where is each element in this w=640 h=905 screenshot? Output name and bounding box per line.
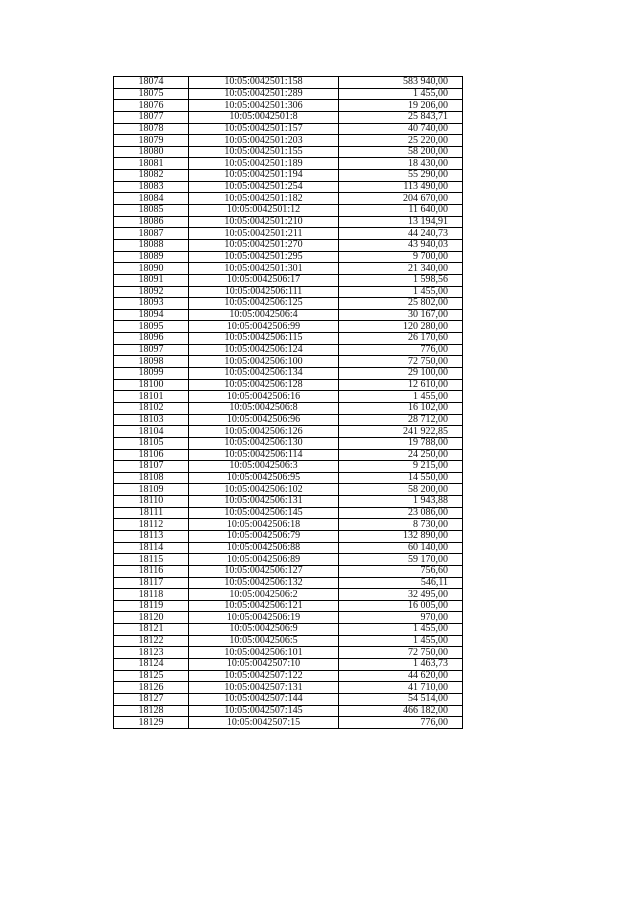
amount-cell: 1 455,00 xyxy=(339,286,463,298)
table-row xyxy=(114,100,463,112)
row-number-cell: 18086 xyxy=(114,216,189,228)
cadastral-number-cell: 10:05:0042501:12 xyxy=(189,205,339,217)
amount-cell: 43 940,03 xyxy=(339,239,463,251)
row-number-cell: 18120 xyxy=(114,612,189,624)
cadastral-number-cell: 10:05:0042501:295 xyxy=(189,251,339,263)
row-number-cell: 18074 xyxy=(114,77,189,89)
row-number-cell: 18116 xyxy=(114,565,189,577)
row-number-cell: 18085 xyxy=(114,205,189,217)
table-row xyxy=(114,496,463,508)
table-row xyxy=(114,309,463,321)
row-number-cell: 18088 xyxy=(114,239,189,251)
table-row xyxy=(114,170,463,182)
row-number-cell: 18078 xyxy=(114,123,189,135)
row-number-cell: 18129 xyxy=(114,717,189,729)
amount-cell: 756,60 xyxy=(339,565,463,577)
cadastral-number-cell: 10:05:0042501:182 xyxy=(189,193,339,205)
amount-cell: 25 802,00 xyxy=(339,298,463,310)
cadastral-number-cell: 10:05:0042506:130 xyxy=(189,437,339,449)
table-row xyxy=(114,286,463,298)
cadastral-number-cell: 10:05:0042506:4 xyxy=(189,309,339,321)
amount-cell: 14 550,00 xyxy=(339,472,463,484)
cadastral-number-cell: 10:05:0042501:194 xyxy=(189,170,339,182)
amount-cell: 29 100,00 xyxy=(339,368,463,380)
row-number-cell: 18082 xyxy=(114,170,189,182)
cadastral-number-cell: 10:05:0042506:2 xyxy=(189,589,339,601)
amount-cell: 1 598,56 xyxy=(339,274,463,286)
table-row xyxy=(114,135,463,147)
table-row xyxy=(114,146,463,158)
table-row xyxy=(114,402,463,414)
amount-cell: 54 514,00 xyxy=(339,693,463,705)
amount-cell: 776,00 xyxy=(339,344,463,356)
table-row xyxy=(114,554,463,566)
cadastral-number-cell: 10:05:0042506:3 xyxy=(189,461,339,473)
row-number-cell: 18101 xyxy=(114,391,189,403)
cadastral-number-cell: 10:05:0042501:211 xyxy=(189,228,339,240)
amount-cell: 32 495,00 xyxy=(339,589,463,601)
amount-cell: 28 712,00 xyxy=(339,414,463,426)
cadastral-number-cell: 10:05:0042506:19 xyxy=(189,612,339,624)
amount-cell: 1 943,88 xyxy=(339,496,463,508)
table-row xyxy=(114,647,463,659)
table-row xyxy=(114,612,463,624)
row-number-cell: 18092 xyxy=(114,286,189,298)
amount-cell: 19 206,00 xyxy=(339,100,463,112)
table-row xyxy=(114,216,463,228)
table-row xyxy=(114,274,463,286)
amount-cell: 25 220,00 xyxy=(339,135,463,147)
row-number-cell: 18096 xyxy=(114,333,189,345)
row-number-cell: 18122 xyxy=(114,635,189,647)
cadastral-number-cell: 10:05:0042506:79 xyxy=(189,530,339,542)
cadastral-number-cell: 10:05:0042506:99 xyxy=(189,321,339,333)
row-number-cell: 18093 xyxy=(114,298,189,310)
table-row xyxy=(114,321,463,333)
cadastral-number-cell: 10:05:0042506:125 xyxy=(189,298,339,310)
row-number-cell: 18125 xyxy=(114,670,189,682)
table-row xyxy=(114,333,463,345)
row-number-cell: 18108 xyxy=(114,472,189,484)
cadastral-number-cell: 10:05:0042506:101 xyxy=(189,647,339,659)
amount-cell: 72 750,00 xyxy=(339,647,463,659)
cadastral-number-cell: 10:05:0042501:158 xyxy=(189,77,339,89)
amount-cell: 241 922,85 xyxy=(339,426,463,438)
amount-cell: 1 463,73 xyxy=(339,659,463,671)
amount-cell: 8 730,00 xyxy=(339,519,463,531)
row-number-cell: 18080 xyxy=(114,146,189,158)
row-number-cell: 18099 xyxy=(114,368,189,380)
row-number-cell: 18081 xyxy=(114,158,189,170)
table-row xyxy=(114,530,463,542)
row-number-cell: 18114 xyxy=(114,542,189,554)
cadastral-number-cell: 10:05:0042506:128 xyxy=(189,379,339,391)
cadastral-number-cell: 10:05:0042506:134 xyxy=(189,368,339,380)
cadastral-number-cell: 10:05:0042506:9 xyxy=(189,624,339,636)
amount-cell: 58 200,00 xyxy=(339,146,463,158)
amount-cell: 30 167,00 xyxy=(339,309,463,321)
table-row xyxy=(114,181,463,193)
amount-cell: 21 340,00 xyxy=(339,263,463,275)
cadastral-number-cell: 10:05:0042506:88 xyxy=(189,542,339,554)
row-number-cell: 18124 xyxy=(114,659,189,671)
table-row xyxy=(114,391,463,403)
cadastral-number-cell: 10:05:0042506:5 xyxy=(189,635,339,647)
row-number-cell: 18110 xyxy=(114,496,189,508)
table-row xyxy=(114,77,463,89)
amount-cell: 41 710,00 xyxy=(339,682,463,694)
amount-cell: 9 215,00 xyxy=(339,461,463,473)
table-row xyxy=(114,437,463,449)
amount-cell: 72 750,00 xyxy=(339,356,463,368)
table-row xyxy=(114,693,463,705)
amount-cell: 970,00 xyxy=(339,612,463,624)
row-number-cell: 18113 xyxy=(114,530,189,542)
cadastral-number-cell: 10:05:0042501:270 xyxy=(189,239,339,251)
table-row xyxy=(114,624,463,636)
row-number-cell: 18118 xyxy=(114,589,189,601)
table-row xyxy=(114,542,463,554)
row-number-cell: 18091 xyxy=(114,274,189,286)
amount-cell: 23 086,00 xyxy=(339,507,463,519)
table-row xyxy=(114,251,463,263)
row-number-cell: 18102 xyxy=(114,402,189,414)
table-row xyxy=(114,519,463,531)
row-number-cell: 18104 xyxy=(114,426,189,438)
row-number-cell: 18087 xyxy=(114,228,189,240)
table-row xyxy=(114,356,463,368)
cadastral-number-cell: 10:05:0042506:115 xyxy=(189,333,339,345)
cadastral-number-cell: 10:05:0042506:132 xyxy=(189,577,339,589)
row-number-cell: 18097 xyxy=(114,344,189,356)
table-row xyxy=(114,426,463,438)
table-row xyxy=(114,123,463,135)
amount-cell: 19 788,00 xyxy=(339,437,463,449)
row-number-cell: 18075 xyxy=(114,88,189,100)
amount-cell: 26 170,60 xyxy=(339,333,463,345)
amount-cell: 44 240,73 xyxy=(339,228,463,240)
row-number-cell: 18083 xyxy=(114,181,189,193)
table-row xyxy=(114,659,463,671)
table-row xyxy=(114,589,463,601)
table-row xyxy=(114,717,463,729)
data-table xyxy=(113,76,463,729)
cadastral-number-cell: 10:05:0042506:16 xyxy=(189,391,339,403)
row-number-cell: 18123 xyxy=(114,647,189,659)
amount-cell: 776,00 xyxy=(339,717,463,729)
amount-cell: 55 290,00 xyxy=(339,170,463,182)
row-number-cell: 18112 xyxy=(114,519,189,531)
cadastral-number-cell: 10:05:0042506:121 xyxy=(189,600,339,612)
row-number-cell: 18121 xyxy=(114,624,189,636)
row-number-cell: 18090 xyxy=(114,263,189,275)
row-number-cell: 18100 xyxy=(114,379,189,391)
cadastral-number-cell: 10:05:0042501:301 xyxy=(189,263,339,275)
table-row xyxy=(114,682,463,694)
table-row xyxy=(114,193,463,205)
cadastral-number-cell: 10:05:0042501:203 xyxy=(189,135,339,147)
amount-cell: 25 843,71 xyxy=(339,111,463,123)
table-body xyxy=(114,77,463,729)
row-number-cell: 18089 xyxy=(114,251,189,263)
table-row xyxy=(114,600,463,612)
row-number-cell: 18103 xyxy=(114,414,189,426)
row-number-cell: 18077 xyxy=(114,111,189,123)
table-row xyxy=(114,298,463,310)
cadastral-number-cell: 10:05:0042506:17 xyxy=(189,274,339,286)
cadastral-number-cell: 10:05:0042507:10 xyxy=(189,659,339,671)
cadastral-number-cell: 10:05:0042506:95 xyxy=(189,472,339,484)
cadastral-number-cell: 10:05:0042506:131 xyxy=(189,496,339,508)
cadastral-number-cell: 10:05:0042506:124 xyxy=(189,344,339,356)
row-number-cell: 18105 xyxy=(114,437,189,449)
amount-cell: 1 455,00 xyxy=(339,88,463,100)
table-row xyxy=(114,565,463,577)
row-number-cell: 18109 xyxy=(114,484,189,496)
table-row xyxy=(114,158,463,170)
table-row xyxy=(114,239,463,251)
amount-cell: 16 102,00 xyxy=(339,402,463,414)
table-row xyxy=(114,670,463,682)
row-number-cell: 18076 xyxy=(114,100,189,112)
row-number-cell: 18119 xyxy=(114,600,189,612)
row-number-cell: 18079 xyxy=(114,135,189,147)
row-number-cell: 18094 xyxy=(114,309,189,321)
table-row xyxy=(114,461,463,473)
cadastral-number-cell: 10:05:0042507:145 xyxy=(189,705,339,717)
table-row xyxy=(114,705,463,717)
row-number-cell: 18115 xyxy=(114,554,189,566)
cadastral-number-cell: 10:05:0042501:157 xyxy=(189,123,339,135)
table-row xyxy=(114,635,463,647)
row-number-cell: 18117 xyxy=(114,577,189,589)
cadastral-number-cell: 10:05:0042507:122 xyxy=(189,670,339,682)
amount-cell: 1 455,00 xyxy=(339,391,463,403)
table-row xyxy=(114,88,463,100)
amount-cell: 11 640,00 xyxy=(339,205,463,217)
cadastral-number-cell: 10:05:0042501:210 xyxy=(189,216,339,228)
cadastral-number-cell: 10:05:0042506:145 xyxy=(189,507,339,519)
amount-cell: 16 005,00 xyxy=(339,600,463,612)
amount-cell: 18 430,00 xyxy=(339,158,463,170)
amount-cell: 60 140,00 xyxy=(339,542,463,554)
cadastral-number-cell: 10:05:0042506:96 xyxy=(189,414,339,426)
amount-cell: 58 200,00 xyxy=(339,484,463,496)
cadastral-number-cell: 10:05:0042501:155 xyxy=(189,146,339,158)
row-number-cell: 18128 xyxy=(114,705,189,717)
row-number-cell: 18095 xyxy=(114,321,189,333)
row-number-cell: 18098 xyxy=(114,356,189,368)
row-number-cell: 18106 xyxy=(114,449,189,461)
row-number-cell: 18127 xyxy=(114,693,189,705)
table-row xyxy=(114,228,463,240)
cadastral-number-cell: 10:05:0042506:126 xyxy=(189,426,339,438)
table-row xyxy=(114,484,463,496)
amount-cell: 113 490,00 xyxy=(339,181,463,193)
cadastral-number-cell: 10:05:0042501:254 xyxy=(189,181,339,193)
amount-cell: 204 670,00 xyxy=(339,193,463,205)
table-row xyxy=(114,263,463,275)
amount-cell: 1 455,00 xyxy=(339,624,463,636)
table-row xyxy=(114,368,463,380)
amount-cell: 583 940,00 xyxy=(339,77,463,89)
amount-cell: 9 700,00 xyxy=(339,251,463,263)
amount-cell: 1 455,00 xyxy=(339,635,463,647)
cadastral-number-cell: 10:05:0042507:131 xyxy=(189,682,339,694)
cadastral-number-cell: 10:05:0042506:100 xyxy=(189,356,339,368)
cadastral-number-cell: 10:05:0042507:144 xyxy=(189,693,339,705)
table-row xyxy=(114,379,463,391)
amount-cell: 132 890,00 xyxy=(339,530,463,542)
cadastral-number-cell: 10:05:0042501:189 xyxy=(189,158,339,170)
amount-cell: 466 182,00 xyxy=(339,705,463,717)
table-row xyxy=(114,577,463,589)
cadastral-number-cell: 10:05:0042506:127 xyxy=(189,565,339,577)
cadastral-number-cell: 10:05:0042501:8 xyxy=(189,111,339,123)
cadastral-number-cell: 10:05:0042506:8 xyxy=(189,402,339,414)
row-number-cell: 18126 xyxy=(114,682,189,694)
cadastral-number-cell: 10:05:0042501:289 xyxy=(189,88,339,100)
cadastral-number-cell: 10:05:0042506:89 xyxy=(189,554,339,566)
table-row xyxy=(114,414,463,426)
cadastral-number-cell: 10:05:0042506:102 xyxy=(189,484,339,496)
amount-cell: 12 610,00 xyxy=(339,379,463,391)
table-row xyxy=(114,205,463,217)
table-row xyxy=(114,507,463,519)
row-number-cell: 18111 xyxy=(114,507,189,519)
row-number-cell: 18084 xyxy=(114,193,189,205)
cadastral-number-cell: 10:05:0042506:114 xyxy=(189,449,339,461)
amount-cell: 13 194,91 xyxy=(339,216,463,228)
cadastral-number-cell: 10:05:0042507:15 xyxy=(189,717,339,729)
cadastral-number-cell: 10:05:0042501:306 xyxy=(189,100,339,112)
amount-cell: 59 170,00 xyxy=(339,554,463,566)
amount-cell: 40 740,00 xyxy=(339,123,463,135)
table-row xyxy=(114,472,463,484)
table-row xyxy=(114,344,463,356)
table-row xyxy=(114,111,463,123)
cadastral-number-cell: 10:05:0042506:18 xyxy=(189,519,339,531)
cadastral-number-cell: 10:05:0042506:111 xyxy=(189,286,339,298)
row-number-cell: 18107 xyxy=(114,461,189,473)
amount-cell: 120 280,00 xyxy=(339,321,463,333)
amount-cell: 44 620,00 xyxy=(339,670,463,682)
amount-cell: 24 250,00 xyxy=(339,449,463,461)
amount-cell: 546,11 xyxy=(339,577,463,589)
table-row xyxy=(114,449,463,461)
